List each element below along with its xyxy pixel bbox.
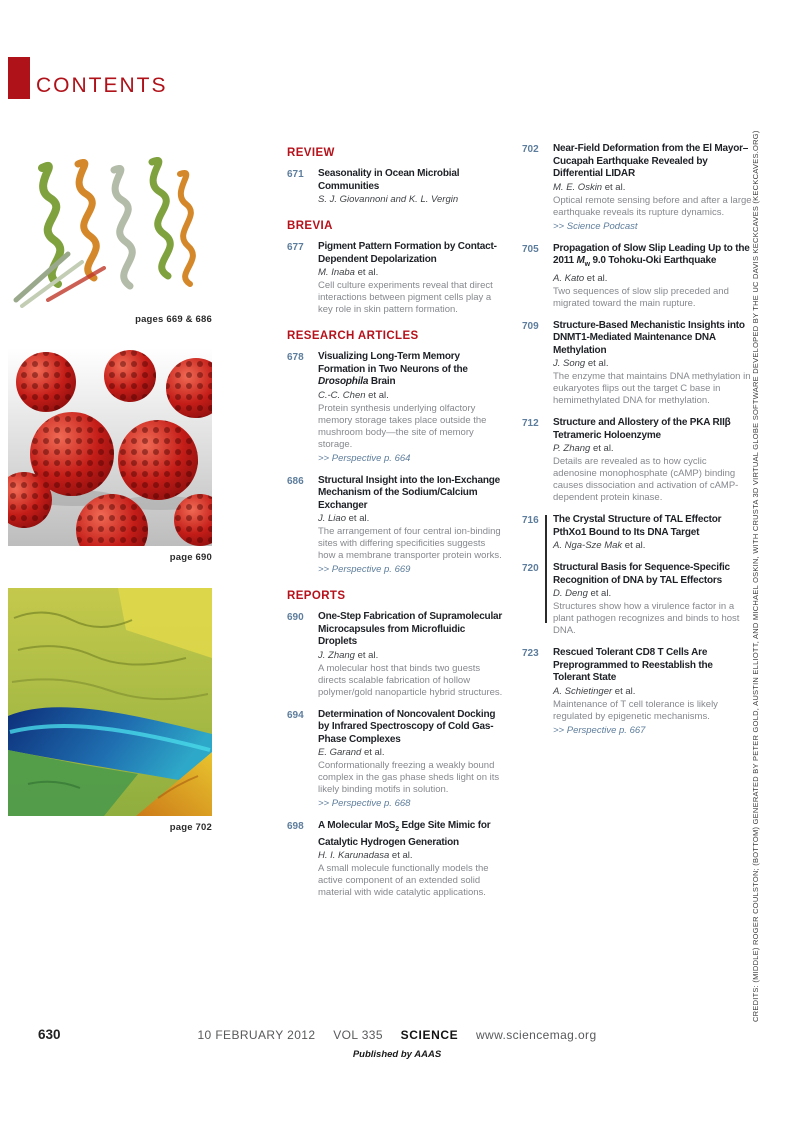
entry-summary: Cell culture experiments reveal that direct interactions between pigment cells play a key role in skin pattern formation. [318,280,493,315]
text-segment: J. Liao [318,513,346,524]
text-segment: H. I. Karunadasa [318,850,390,861]
text-segment: Structure and Allostery of the PKA RIIβ Tetrameric Holoenzyme [553,417,731,441]
section-heading: BREVIA [287,220,333,232]
entry-authors [318,513,503,525]
text-segment: Drosophila [318,376,369,387]
entry-authors [553,686,752,698]
footer-issue-line [0,1028,794,1042]
entry-page-number: 671 [287,169,304,180]
entry-title[interactable] [318,820,503,849]
text-segment: et al. [354,267,379,278]
page-title: CONTENTS [36,74,168,97]
published-by-line: Published by AAAS [352,1049,442,1060]
text-segment: J. Zhang [318,649,355,661]
figure-caption: page 690 [169,552,212,563]
figure-caption: page 702 [169,822,212,833]
entry-title[interactable] [318,351,503,389]
text-segment: C.-C. Chen [318,389,366,401]
entry-page-number: 686 [287,475,304,487]
text-segment: M. Inaba [318,267,355,278]
entry-title[interactable] [318,475,503,513]
toc-entry [522,647,752,737]
text-segment: et al. [354,649,379,661]
figure-protein-structures [8,150,212,325]
figure-red-microcapsules [8,348,212,563]
entry-reference-link[interactable]: >> Perspective p. 669 [318,564,411,575]
entry-title[interactable] [553,320,752,358]
text-segment: et al. [602,181,626,193]
entry-authors [553,588,752,600]
entry-title[interactable] [553,417,752,442]
footer-date: 10 FEBRUARY 2012 [197,1028,316,1042]
entry-title[interactable] [318,241,503,266]
toc-entry [287,709,503,811]
text-segment: et al. [346,513,370,524]
entry-reference-link[interactable]: >> Science Podcast [553,220,638,232]
entry-authors [318,747,503,759]
entry-page-number: 716 [522,515,539,526]
entry-page-number: 677 [287,242,304,253]
text-segment: Determination of Noncovalent Docking by Infrared Spectroscopy of Cold Gas-Phase Complexes [318,708,496,745]
text-segment: et al. [587,588,612,599]
entry-title[interactable] [318,168,503,193]
figure-caption: pages 669 & 686 [135,314,212,325]
text-segment: et al. [365,389,389,401]
entry-summary: Structures show how a virulence factor in a plant pathogen recognizes and binds to host DNA. [553,601,740,636]
text-segment: 9.0 Tohoku-Oki Earthquake [589,255,717,266]
entry-summary: Optical remote sensing before and after a large earthquake reveals its rupture dynamics. [553,194,752,218]
toc-column-left [287,143,503,909]
entry-page-number: 720 [522,563,539,574]
entry-page-number: 690 [287,612,304,623]
entry-title[interactable] [553,143,752,181]
text-segment: et al. [389,850,413,861]
text-segment: A. Kato [553,272,585,284]
entry-title[interactable] [553,647,752,685]
text-segment: et al. [622,540,646,551]
entry-summary: Maintenance of T cell tolerance is likely regulated by epigenetic mechanisms. [553,698,718,722]
text-segment: 2 [395,826,399,833]
text-segment: et al. [584,272,608,284]
toc-entry [287,475,503,577]
entry-page-number: 709 [522,320,539,332]
text-segment: Edge Site Mimic for Catalytic Hydrogen Generation [318,820,491,848]
text-segment: Brain [368,376,396,387]
section-heading: REVIEW [287,147,335,159]
entry-authors [318,650,503,662]
text-segment: A. Schietinger [553,685,613,697]
entry-title[interactable] [553,243,752,272]
photo-credits-vertical: CREDITS: (MIDDLE) ROGER COULSTON; (BOTTOM) GENERATED BY PETER GOLD, AUSTIN ELLIOTT, AND MICHAEL OSKIN, WITH CRUSTA 3D VIRTUAL GLOBE SOFTWARE DEVELOPED BY THE UC DAVIS KECKCAVES (KECKCAVES.ORG) [751,130,760,1022]
toc-entry [522,243,752,310]
entry-summary: Two sequences of slow slip preceded and migrated toward the main rupture. [553,285,729,309]
text-segment: et al. [361,747,385,758]
protein-ribbons-image [8,150,212,308]
text-segment: J. Song [553,358,586,369]
entry-page-number: 702 [522,144,539,155]
text-segment: S. J. Giovannoni and K. L. Vergin [318,194,459,205]
entry-title[interactable] [318,709,503,747]
entry-authors [318,267,503,279]
toc-entry [522,417,752,504]
text-segment: Structural Basis for Sequence-Specific Recognition of DNA by TAL Effectors [553,562,730,586]
section-heading: REPORTS [287,590,346,602]
entry-summary: A small molecule functionally models the active component of an extended solid material with wide catalytic applications. [318,863,489,898]
entry-authors [318,194,503,206]
toc-column-right [522,143,752,747]
toc-entry [287,168,503,206]
text-segment: Rescued Tolerant CD8 T Cells Are Preprogrammed to Reestablish the Tolerant State [553,647,713,683]
text-segment: Structure-Based Mechanistic Insights into DNMT1-Mediated Maintenance DNA Methylation [553,319,745,356]
entry-authors [553,443,752,455]
text-segment: Structural Insight into the Ion-Exchange Mechanism of the Sodium/Calcium Exchanger [318,474,501,511]
text-segment: The Crystal Structure of TAL Effector PthXo1 Bound to Its DNA Target [553,514,722,538]
text-segment: P. Zhang [553,443,591,454]
red-spheres-image [8,348,212,546]
text-segment: E. Garand [318,747,362,758]
entry-summary: A molecular host that binds two guests directs scalable fabrication of hollow polymer/gold nanoparticle hybrid structures. [318,662,503,698]
section-heading: RESEARCH ARTICLES [287,330,419,342]
entry-reference-link[interactable]: >> Perspective p. 668 [318,798,411,809]
entry-page-number: 723 [522,648,539,659]
lidar-terrain-image [8,588,212,816]
toc-entry [522,143,752,233]
toc-entry [287,241,503,316]
text-segment: et al. [590,443,614,454]
entry-page-number: 698 [287,821,304,832]
footer-url[interactable]: www.sciencemag.org [475,1028,597,1042]
entry-title[interactable] [553,514,752,539]
entry-page-number: 694 [287,709,304,721]
figure-lidar-terrain [8,588,212,833]
text-segment: Pigment Pattern Formation by Contact-Dependent Depolarization [318,241,497,265]
entry-summary: The enzyme that maintains DNA methylation in eukaryotes flips out the target C base in hemimethylated DNA for methylation. [553,371,751,406]
toc-entry [522,320,752,408]
text-segment: Visualizing Long-Term Memory Formation in Two Neurons of the [318,351,468,375]
toc-entry [287,611,503,699]
toc-entry [287,351,503,465]
entry-authors [553,273,752,285]
entry-authors [318,850,503,862]
entry-summary: Protein synthesis underlying olfactory memory storage takes place outside the mushroom body—the site of memory storage. [318,402,487,450]
entry-authors [553,182,752,194]
entry-reference-link[interactable]: >> Perspective p. 667 [553,724,646,736]
text-segment: Seasonality in Ocean Microbial Communities [318,168,460,192]
entry-authors [318,390,503,402]
entry-page-number: 712 [522,418,539,429]
entry-page-number: 705 [522,243,539,255]
text-segment: D. Deng [553,588,588,599]
text-segment: Near-Field Deformation from the El Mayor–Cucapah Earthquake Revealed by Differential LIDAR [553,143,749,179]
masthead-red-block [8,57,30,99]
footer-brand: SCIENCE [400,1028,459,1042]
entry-title[interactable] [318,611,503,649]
toc-entry [522,562,752,637]
text-segment: w [584,261,590,268]
entry-summary: Conformationally freezing a weakly bound complex in the gas phase sheds light on its likely binding motifs in solution. [318,760,500,795]
text-segment: A Molecular MoS [318,820,396,831]
text-segment: et al. [585,358,609,369]
entry-title[interactable] [553,562,752,587]
entry-reference-link[interactable]: >> Perspective p. 664 [318,452,411,464]
text-segment: M [576,255,585,266]
toc-entry [522,514,752,552]
entry-authors [553,358,752,370]
text-segment: One-Step Fabrication of Supramolecular Microcapsules from Microfluidic Droplets [318,611,503,647]
text-segment: Propagation of Slow Slip Leading Up to the 2011 [553,242,750,266]
footer-volume: VOL 335 [333,1028,383,1042]
text-segment: et al. [612,685,636,697]
text-segment: A. Nga-Sze Mak [553,540,623,551]
entry-authors [553,540,752,552]
folio-page-number: 630 [38,1027,61,1042]
text-segment: M. E. Oskin [553,181,603,193]
toc-entry [287,820,503,899]
entry-summary: Details are revealed as to how cyclic adenosine monophosphate (cAMP) binding causes dissociation and activation of cAMP-dependent protein kinase. [553,456,739,503]
entry-summary: The arrangement of four central ion-binding sites with differing specificities suggests how a membrane transporter protein works. [318,526,502,561]
entry-page-number: 678 [287,352,304,363]
